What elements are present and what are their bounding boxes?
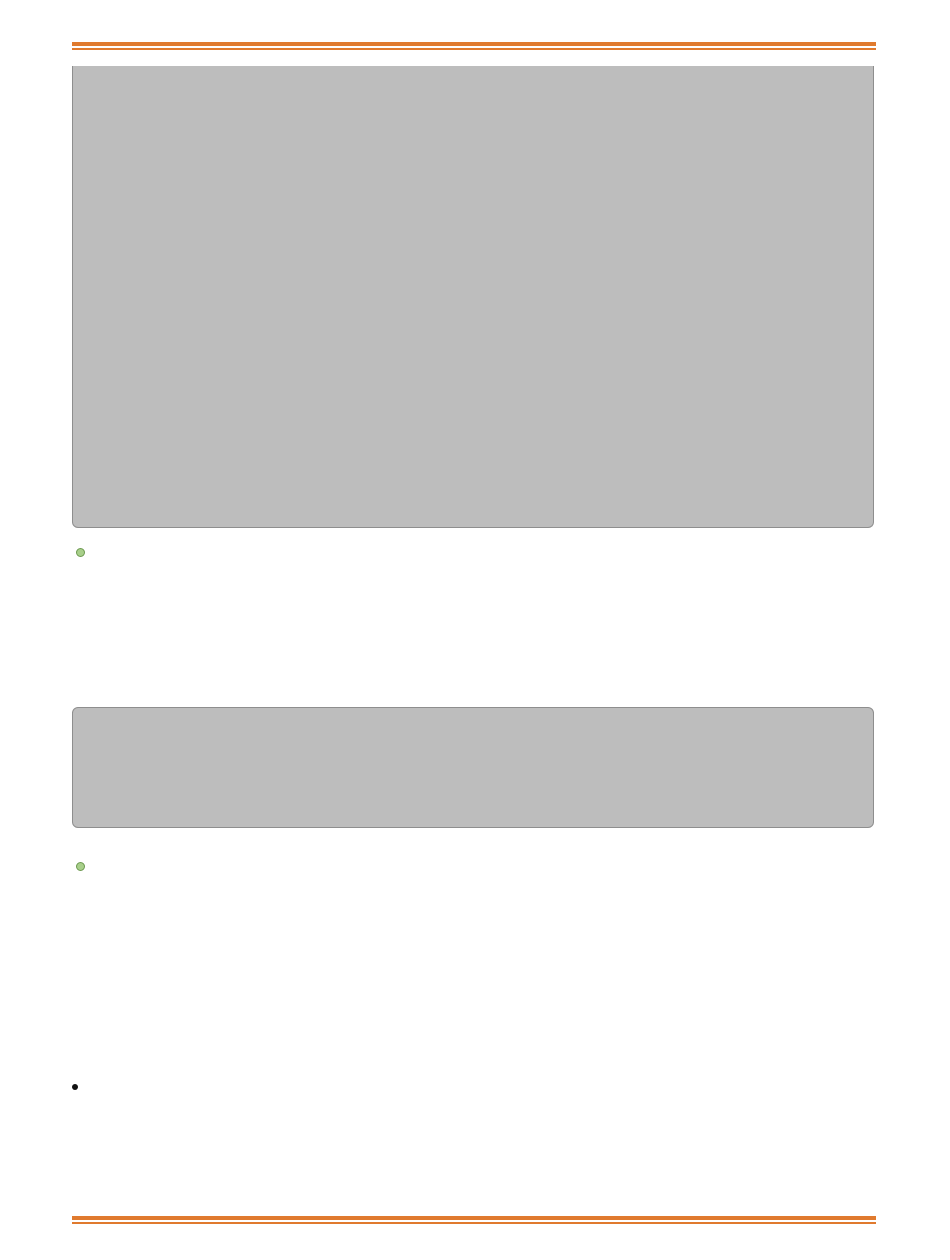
bullet-icon bbox=[72, 1084, 78, 1090]
cctrl-heading bbox=[72, 1082, 102, 1090]
section-bullet-icon bbox=[76, 862, 85, 871]
cpl-stats-code-block bbox=[72, 707, 874, 828]
header-rule-thin bbox=[72, 48, 876, 50]
section-bullet-icon bbox=[76, 548, 85, 557]
debugfs-heading bbox=[72, 870, 104, 871]
cpl-stats-heading bbox=[72, 556, 104, 557]
stats-output-code-block bbox=[72, 66, 874, 528]
header-rule-thick bbox=[72, 42, 876, 46]
footer-rule-thick bbox=[72, 1216, 876, 1220]
footer-rule-thin bbox=[72, 1222, 876, 1224]
